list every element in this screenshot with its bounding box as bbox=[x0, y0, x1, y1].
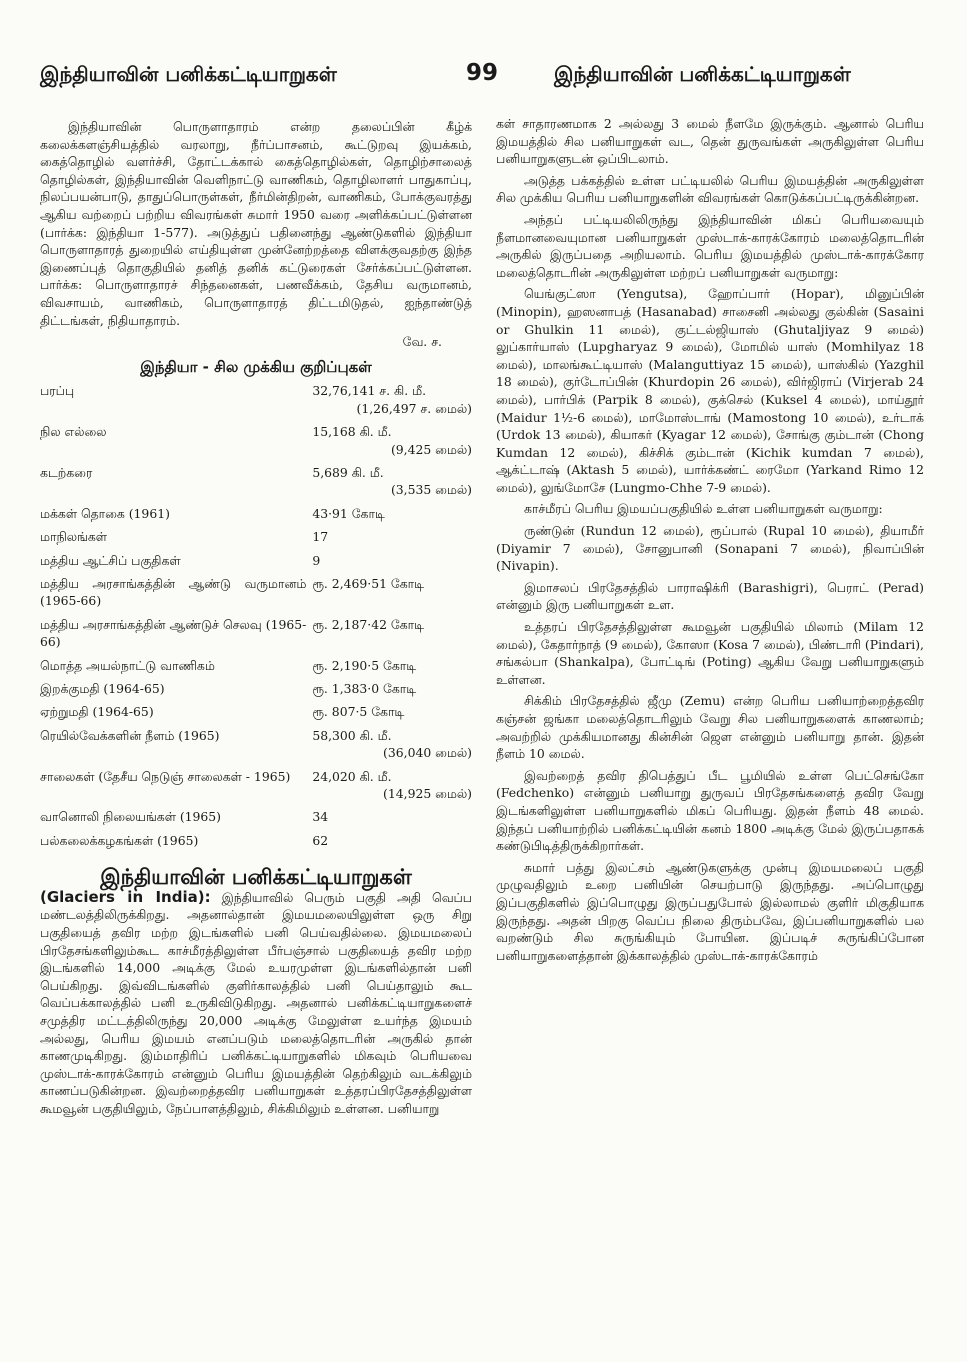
fact-label: பல்கலைக்கழகங்கள் (1965) bbox=[40, 832, 199, 848]
facts-table bbox=[40, 382, 472, 855]
fact-value-cell bbox=[312, 703, 472, 726]
fact-value-secondary: (1,26,497 ச. மைல்) bbox=[356, 400, 472, 416]
paragraph: காச்மீரப் பெரிய இமயப்பகுதியில் உள்ள பனியாறுகள் வருமாறு: bbox=[524, 501, 883, 517]
fact-value: 32,76,141 ச. கி. மீ. bbox=[312, 383, 427, 399]
fact-value: ரூ. 2,187·42 கோடி bbox=[312, 616, 424, 632]
fact-value-cell bbox=[312, 528, 472, 551]
fact-value: 43·91 கோடி bbox=[312, 505, 385, 521]
fact-value-secondary: (36,040 மைல்) bbox=[383, 745, 472, 761]
fact-value-cell bbox=[312, 616, 472, 657]
fact-value-cell bbox=[312, 768, 472, 809]
facts-row bbox=[40, 808, 472, 831]
glacier-list-kashmir: ருண்டுன் (Rundun 12 மைல்), ரூப்பால் (Rupal 10 மைல்), தியாமீர் (Diyamir 7 மைல்), சோனுபானி (Sonapani 7 மைல்), நிவாப்பின் (Nivapin). bbox=[496, 523, 924, 574]
fact-value-secondary: (9,425 மைல்) bbox=[390, 441, 472, 457]
fact-value: ரூ. 2,190·5 கோடி bbox=[312, 657, 417, 673]
glacier-list-karakoram: யெங்குட்ஸா (Yengutsa), ஹோப்பார் (Hopar), மினுப்பின் (Minopin), ஹஸனாபத் (Hasanabad) சாசைனி அல்லது குல்கின் (Sasaini or Ghulkin 11 மைல்), குட்டல்ஜியாஸ் (Ghutaljiyaz 9 மைல்) லுப்கார்யாஸ் (Lupgharyaz 9 மைல்), மோமில் யாஸ் (Momhilyaz 18 மைல்), மாலங்கூட்டியாஸ் (Malanguttiyaz 15 மைல்), யாஸ்கில் (Yazghil 18 மைல்), குர்டோப்பின் (Khurdopin 26 மைல்), விர்ஜிராப் (Virjerab 24 மைல்), பார்பிக் (Parpik 8 மைல்), குக்செல் (Kuksel 4 மைல்), மாய்தூர் (Maidur 1½-6 மைல்), மாமோஸ்டாங் (Mamostong 10 மைல்), உர்டாக் (Urdok 13 மைல்), கியாகர் (Kyagar 12 மைல்), சோங்கு கும்டான் (Chong Kumdan 12 மைல்), கிச்சிக் கும்டான் (Kichik kumdan 7 மைல்), ஆக்ட்டாஷ் (Aktash 5 மைல்), யார்க்கண்ட் ரைமோ (Yarkand Rimo 12 மைல்), லுங்மோசே (Lungmo-Chhe 7-9 மைல்). bbox=[496, 286, 924, 495]
fact-label: மத்திய ஆட்சிப் பகுதிகள் bbox=[40, 552, 181, 568]
fact-label: மாநிலங்கள் bbox=[40, 529, 107, 545]
fact-value: 9 bbox=[312, 552, 321, 568]
right-column bbox=[496, 115, 924, 968]
facts-row bbox=[40, 727, 472, 768]
fact-value-cell bbox=[312, 808, 472, 831]
header-left-title: இந்தியாவின் பனிக்கட்டியாறுகள் bbox=[40, 62, 337, 86]
paragraph: உத்தரப் பிரதேசத்திலுள்ள கூமவூன் பகுதியில் மிலாம் (Milam 12 மைல்), கேதார்நாத் (9 மைல்), கோஸா (Kosa 7 மைல்), பிண்டாரி (Pindari), சங்கல்பா (Shankalpa), போட்டிங் (Poting) ஆகிய வேறு பனியாறுகளும் உள்ளன. bbox=[496, 619, 924, 687]
running-header bbox=[0, 62, 967, 102]
fact-value-secondary: (3,535 மைல்) bbox=[390, 482, 472, 498]
author-signature: வே. ச. bbox=[402, 334, 442, 350]
fact-value: ரூ. 1,383·0 கோடி bbox=[312, 681, 417, 696]
paragraph: சிக்கிம் பிரதேசத்தில் ஜீமு (Zemu) என்ற பெரிய பனியாற்றைத்தவிர கஞ்சன் ஜங்கா மலைத்தொடரிலும் வேறு சில பனியாறுகளைக் காணலாம்; அவற்றில் முக்கியமானது கின்சின் ஜௌ என்னும் பனியாறு தான். இதன் நீளம் 10 மைல். bbox=[496, 693, 924, 762]
paragraph: அந்தப் பட்டியலிலிருந்து இந்தியாவின் மிகப் பெரியவையும் நீளமானவையுமான பனியாறுகள் முஸ்டாக்-காரக்கோரம் மலைத்தொடரின் அருகில் இருப்பதை அறியலாம். பெரிய இமயத்தில் முஸ்டாக்-காரக்கோர மலைத்தொடரின் அருகிலுள்ள மற்றப் பனியாறுகள் வருமாறு: bbox=[496, 211, 924, 280]
fact-label: மத்திய அரசாங்கத்தின் ஆண்டுச் செலவு (1965-66) bbox=[40, 616, 307, 650]
facts-title: இந்தியா - சில முக்கிய குறிப்புகள் bbox=[140, 357, 372, 376]
fact-label: வானொலி நிலையங்கள் (1965) bbox=[40, 809, 222, 825]
fact-value-cell bbox=[312, 680, 472, 703]
fact-label: கடற்கரை bbox=[40, 464, 93, 480]
fact-value-cell bbox=[312, 832, 472, 855]
fact-label: பரப்பு bbox=[40, 383, 75, 399]
facts-row bbox=[40, 528, 472, 551]
fact-label: ஏற்றுமதி (1964-65) bbox=[40, 704, 154, 720]
facts-row bbox=[40, 703, 472, 726]
paragraph: சுமார் பத்து இலட்சம் ஆண்டுகளுக்கு முன்பு இமயமலைப் பகுதி முழுவதிலும் உறை பனியின் செயற்பாடு இருந்தது. அப்பொழுது இப்பகுதிகளில் இப்பொழுது இருப்பதுபோல் இல்லாமல் குளிர் மிகுதியாக இருந்தது. அதன் பிறகு வெப்ப நிலை திரும்பவே, இப்பனியாறுகளில் பல வறண்டும் சில சுருங்கியும் போயின. இப்படிச் சுருங்கிப்போன பனியாறுகளைத்தான் இக்காலத்தில் முஸ்டாக்-காரக்கோரம் bbox=[496, 859, 924, 963]
fact-label: ரெயில்வேக்களின் நீளம் (1965) bbox=[40, 727, 220, 743]
fact-value: 58,300 கி. மீ. bbox=[312, 727, 392, 743]
fact-value: ரூ. 807·5 கோடி bbox=[312, 704, 405, 720]
fact-value-secondary: (14,925 மைல்) bbox=[383, 786, 472, 802]
header-right-title: இந்தியாவின் பனிக்கட்டியாறுகள் bbox=[554, 62, 851, 86]
fact-label: மக்கள் தொகை (1961) bbox=[40, 505, 170, 521]
facts-row bbox=[40, 423, 472, 464]
fact-label: இறக்குமதி (1964-65) bbox=[40, 681, 165, 696]
fact-label: நில எல்லை bbox=[40, 424, 107, 440]
section-title: இந்தியாவின் பனிக்கட்டியாறுகள் bbox=[100, 865, 412, 890]
fact-value-cell bbox=[312, 505, 472, 528]
facts-row bbox=[40, 552, 472, 575]
fact-value: 15,168 கி. மீ. bbox=[312, 424, 392, 440]
page-number: 99 bbox=[466, 60, 499, 86]
fact-value-cell bbox=[312, 552, 472, 575]
fact-value-cell bbox=[312, 423, 472, 464]
facts-row bbox=[40, 768, 472, 809]
fact-value: ரூ. 2,469·51 கோடி bbox=[312, 575, 424, 591]
facts-row bbox=[40, 575, 472, 616]
facts-row bbox=[40, 680, 472, 703]
fact-value-cell bbox=[312, 464, 472, 505]
fact-value: 5,689 கி. மீ. bbox=[312, 464, 384, 480]
paragraph-continued: கள் சாதாரணமாக 2 அல்லது 3 மைல் நீளமே இருக்கும். ஆனால் பெரிய இமயத்தில் சில பனியாறுகள் வட, தென் துருவங்கள் அருகிலுள்ள பெரிய பனியாறுகளுடன் ஒப்பிடலாம். bbox=[496, 116, 924, 167]
facts-row bbox=[40, 505, 472, 528]
paragraph: அடுத்த பக்கத்தில் உள்ள பட்டியலில் பெரிய இமயத்தின் அருகிலுள்ள சில முக்கிய பெரிய பனியாறுகளின் விவரங்கள் கொடுக்கப்பட்டிருக்கின்றன. bbox=[496, 172, 924, 206]
section-english-title: (Glaciers in India): bbox=[40, 887, 211, 906]
fact-value-cell bbox=[312, 382, 472, 423]
fact-value-cell bbox=[312, 657, 472, 680]
fact-value-cell bbox=[312, 727, 472, 768]
fact-value: 17 bbox=[312, 529, 329, 545]
paragraph: இவற்றைத் தவிர திபெத்துப் பீட பூமியில் உள்ள பெட்செங்கோ (Fedchenko) என்னும் பனியாறு துருவப் பிரதேசங்களைத் தவிர வேறு இடங்களிலுள்ள பனியாறுகளில் மிகப் பெரியது. இதன் நீளம் 48 மைல். இந்தப் பனியாற்றில் பனிக்கட்டியின் கனம் 1800 அடிக்கு மேல் இருப்பதாகக் கண்டுபிடித்திருக்கிறார்கள். bbox=[496, 767, 924, 854]
facts-row bbox=[40, 657, 472, 680]
facts-row bbox=[40, 616, 472, 657]
left-column bbox=[40, 118, 472, 1122]
fact-value: 24,020 கி. மீ. bbox=[312, 768, 392, 784]
paragraph: இமாசலப் பிரதேசத்தில் பாராஷிக்ரி (Barashigri), பெராட் (Perad) என்னும் இரு பனியாறுகள் உள. bbox=[496, 579, 924, 613]
fact-value: 34 bbox=[312, 809, 329, 825]
facts-row bbox=[40, 464, 472, 505]
fact-value: 62 bbox=[312, 832, 329, 848]
facts-row bbox=[40, 832, 472, 855]
section-text: இந்தியாவில் பெரும் பகுதி அதி வெப்ப மண்டலத்திலிருக்கிறது. அதனால்தான் இமயமலையிலுள்ள ஒரு சிறு பகுதியைத் தவிர மற்ற இடங்களில் பனி பெய்வதில்லை. இமயமலைப் பிரதேசங்களிலும்கூட காச்மீரத்திலுள்ள பீர்பஞ்சால் பகுதியைத் தவிர மற்ற இடங்களில் 14,000 அடிக்கு மேல் உயரமுள்ள இடங்களில்தான் பனி பெய்கிறது. இவ்விடங்களில் குளிர்காலத்தில் பனி பெய்தாலும் கூட வெப்பக்காலத்தில் பனி உருகிவிடுகிறது. அதனால் பனிக்கட்டியாறுகளைச் சமுத்திர மட்டத்திலிருந்து 20,000 அடிக்கு மேலுள்ள உயர்ந்த இமயம் அல்லது, பெரிய இமயம் எனப்படும் மலைத்தொடரின் அருகில் தான் காணமுடிகிறது. இம்மாதிரிப் பனிக்கட்டியாறுகளில் மிகவும் பெரியவை முஸ்டாக்-காரக்கோரம் என்னும் பெரிய இமயத்தின் தெற்கிலும் வடக்கிலும் காணப்படுகின்றன. இவற்றைத்தவிர பனியாறுகள் உத்தரப்பிரதேசத்திலுள்ள கூமவூன் பகுதியிலும், நேப்பாளத்திலும், சிக்கிமிலும் உள்ளன. பனியாறு bbox=[40, 889, 472, 1116]
fact-value-cell bbox=[312, 575, 472, 616]
fact-label: சாலைகள் (தேசீய நெடுஞ் சாலைகள் - 1965) bbox=[40, 768, 291, 784]
fact-label: மத்திய அரசாங்கத்தின் ஆண்டு வருமானம் (1965-66) bbox=[40, 575, 307, 609]
fact-label: மொத்த அயல்நாட்டு வாணிகம் bbox=[40, 657, 215, 673]
facts-row bbox=[40, 382, 472, 423]
intro-paragraph: இந்தியாவின் பொருளாதாரம் என்ற தலைப்பின் கீழ்க் கலைக்களஞ்சியத்தில் வரலாறு, நீர்ப்பாசனம், கூட்டுறவு இயக்கம், கைத்தொழில் வளர்ச்சி, தோட்டக்கால் கைத்தொழில்கள், தொழிற்சாலைத் தொழில்கள், இந்தியாவின் வெளிநாட்டு வாணிகம், தொழிலாளர் பாதுகாப்பு, நிலப்பயன்பாடு, தாதுப்பொருள்கள், நீர்மின்திறன், வாணிகம், போக்குவரத்து ஆகிய வற்றைப் பற்றிய விவரங்கள் சுமார் 1950 வரை அளிக்கப்பட்டுள்ளன (பார்க்க: இந்தியா 1-577). அடுத்துப் பதினைந்து ஆண்டுகளில் இந்தியா பொருளாதாரத் துறையில் எய்தியுள்ள முன்னேற்றத்தை விளக்குவதற்கு இந்த இணைப்புத் தொகுதியில் தனித் தனிக் கட்டுரைகள் சேர்க்கப்பட்டுள்ளன. பார்க்க: பொருளாதாரச் சிந்தனைகள், பணவீக்கம், தேசிய வருமானம், விவசாயம், வாணிகம், பொருளாதாரத் திட்டமிடுதல், ஐந்தாண்டுத் திட்டங்கள், நிதியாதாரம். bbox=[40, 119, 472, 328]
section-body bbox=[40, 889, 472, 1118]
